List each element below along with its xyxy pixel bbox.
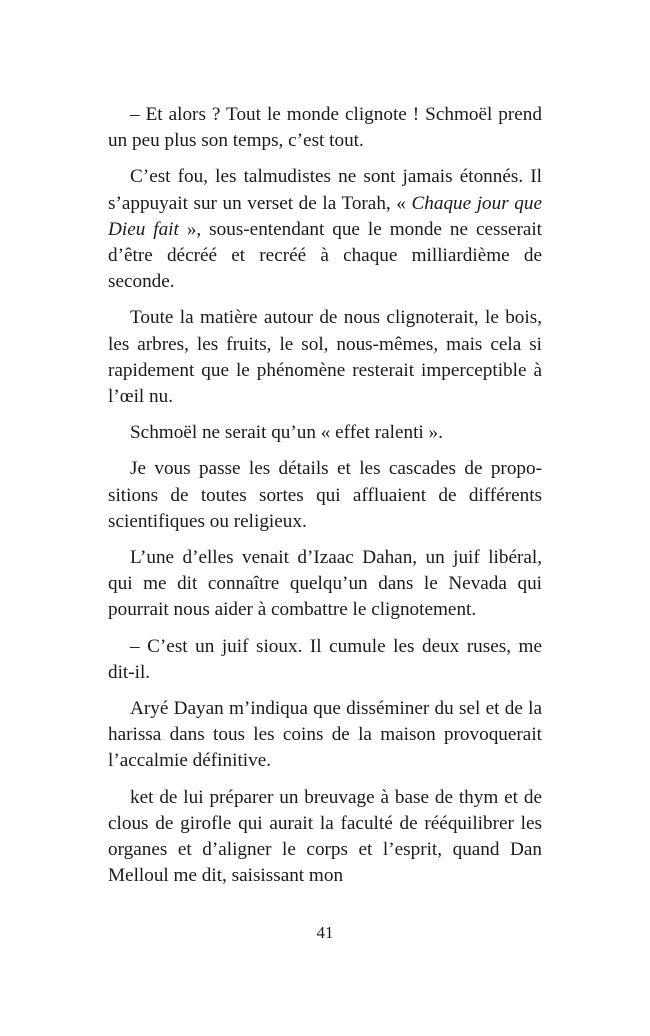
paragraph-2-text-b: », sous-entendant que le monde ne cesserait d’être décréé et recréé à chaque milliardième de seconde. [108,218,543,293]
paragraph-7 [108,634,542,686]
paragraph-4-text: Schmoël ne serait qu’un « effet ralenti ». [130,422,443,444]
paragraph-5-text: Je vous passe les détails et les cascades de propositions de toutes sortes qui affluaient de différents scientifiques ou religieux. [108,458,542,532]
paragraph-8-text: Aryé Dayan m’indiqua que disséminer du sel et de la harissa dans tous les coins de la maison provoquerait l’accalmie définitive. [108,698,542,772]
paragraph-9 [108,785,542,890]
paragraph-2 [108,164,542,295]
page-number: 41 [316,923,334,942]
paragraph-1-text: – Et alors ? Tout le monde clignote ! Schmoël prend un peu plus son temps, c’est tout. [108,104,542,152]
paragraph-3 [108,305,542,410]
paragraph-6-text: L’une d’elles venait d’Izaac Dahan, un juif libéral, qui me dit connaître quelqu’un dans le Nevada qui pourrait nous aider à combattre le clignotement. [108,547,542,621]
paragraph-3-text: Toute la matière autour de nous clignoterait, le bois, les arbres, les fruits, le sol, nous-mêmes, mais cela si rapidement que le phénomène resterait imperceptible à l’œil nu. [108,307,542,408]
paragraph-1 [108,102,542,154]
paragraph-8 [108,696,542,775]
paragraph-7-text: – C’est un juif sioux. Il cumule les deux ruses, me dit-il. [108,635,542,683]
paragraph-4 [108,420,542,446]
paragraph-2-italic-quote: Chaque jour que Dieu fait [108,192,542,240]
paragraph-5 [108,456,542,535]
paragraph-6 [108,545,542,624]
paragraph-2-text-a: C’est fou, les talmudistes ne sont jamais étonnés. Il s’appuyait sur un verset de la Torah, « [108,166,542,214]
paragraph-9-text: ket de lui préparer un breuvage à base de thym et de clous de girofle qui aurait la faculté de rééquilibrer les organes et d’aligner le corps et l’esprit, quand Dan Melloul me dit, saisissant mon [108,786,542,887]
page-body [108,102,542,899]
